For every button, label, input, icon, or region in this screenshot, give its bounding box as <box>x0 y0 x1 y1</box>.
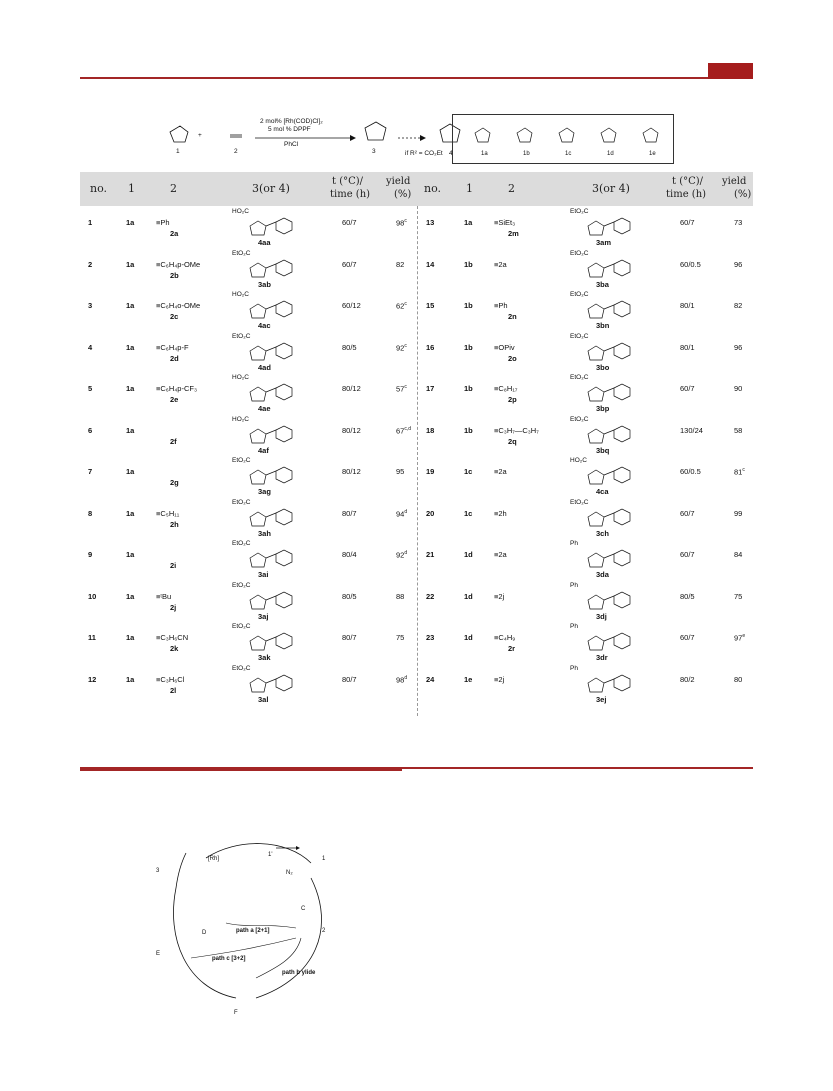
product-top-group: EtO₂C <box>232 498 251 506</box>
yield-value: 97e <box>734 633 746 643</box>
conditions-value: 80/5 <box>680 591 695 601</box>
mechanism-drawing <box>136 818 376 1018</box>
yield-value: 88 <box>396 591 405 601</box>
product-label: 3ej <box>596 694 607 704</box>
conditions-value: 80/12 <box>342 425 361 435</box>
product-structure <box>240 627 320 661</box>
conditions-value: 80/1 <box>680 301 695 310</box>
mech-path-b: path b ylide <box>282 970 316 976</box>
product-top-group: EtO₂C <box>232 332 251 340</box>
product-structure <box>240 295 320 329</box>
yield-value: 73 <box>734 218 743 227</box>
yield-footnote: c <box>404 342 407 349</box>
conditions-value: 80/7 <box>342 633 357 642</box>
product-label: 3ba <box>596 279 609 289</box>
substrate-id: 1b <box>464 301 473 310</box>
alkyne-formula: ≡SiEt₃ <box>494 218 516 227</box>
entry-number: 13 <box>426 218 435 227</box>
mech-path-c: path c [3+2] <box>212 956 246 962</box>
product-label: 3ak <box>258 653 271 662</box>
alkyne-label: 2n <box>508 312 517 321</box>
alkyne-label: 2p <box>508 395 517 404</box>
product-structure <box>578 627 658 661</box>
product-structure <box>240 503 320 537</box>
substrate-id: 1b <box>464 259 473 269</box>
alkyne-label: 2b <box>170 270 179 280</box>
header-3: 3(or 4) <box>252 182 290 195</box>
conditions-value: 80/7 <box>342 508 357 518</box>
header-rule <box>80 77 753 79</box>
product-label: 3bq <box>596 445 610 455</box>
substrate-id: 1d <box>464 550 473 559</box>
conditions-value: 60/7 <box>680 218 695 227</box>
conditions-value: 60/7 <box>342 259 357 269</box>
table-row <box>418 623 755 667</box>
product-structure <box>240 669 320 703</box>
table-row <box>418 581 755 626</box>
alkyne-label: 2k <box>170 644 179 653</box>
substrate-id: 1a <box>126 259 135 269</box>
product-label: 3al <box>258 694 269 704</box>
substrate-id: 1a <box>126 633 135 642</box>
entry-number: 6 <box>88 425 93 435</box>
alkyne-formula: ≡2a <box>494 259 507 269</box>
header-no: no. <box>90 182 108 195</box>
entry-number: 1 <box>88 218 93 227</box>
section-rule-thin <box>402 767 753 769</box>
substrate-1e: 1e <box>649 151 656 157</box>
substrate-id: 1d <box>464 591 473 601</box>
alkyne-formula: ≡2j <box>494 591 505 601</box>
yield-value: 95 <box>396 467 405 476</box>
results-table <box>80 172 753 717</box>
page-tab-marker <box>708 63 753 79</box>
substrate-id: 1a <box>126 425 135 435</box>
substrate-1c: 1c <box>565 151 572 157</box>
product-label: 4ac <box>258 321 271 330</box>
product-structure <box>578 503 658 537</box>
entry-number: 4 <box>88 342 93 352</box>
yield-footnote: c <box>404 218 407 224</box>
alkyne-label: 2o <box>508 353 517 363</box>
product-structure <box>578 461 658 495</box>
entry-number: 8 <box>88 508 93 518</box>
conditions-value: 80/2 <box>680 674 695 684</box>
table-header <box>80 172 753 206</box>
alkyne-label: 2c <box>170 312 179 321</box>
alkyne-formula: ≡C₆H₄p-CF₃ <box>156 384 198 393</box>
product-top-group: EtO₂C <box>570 498 589 506</box>
product-top-group: HO₂C <box>232 374 249 381</box>
alkyne-formula: ≡OPiv <box>494 342 515 352</box>
substrate-id: 1a <box>126 384 135 393</box>
alkyne-formula: ≡C₆H₄p-OMe <box>156 259 201 269</box>
header-yield-1: yield <box>386 176 411 187</box>
alkyne-label: 2i <box>170 561 177 570</box>
alkyne-formula: ≡C₈H₁₇ <box>494 384 518 393</box>
substrate-id: 1a <box>126 550 135 559</box>
conditions-value: 60/7 <box>680 633 695 642</box>
yield-value: 99 <box>734 508 743 518</box>
table-row <box>418 332 755 377</box>
scheme-label-2: 2 <box>234 148 238 155</box>
header-cond-2-right: time (h) <box>666 189 707 200</box>
substrate-id: 1e <box>464 674 473 684</box>
table-row <box>80 208 417 252</box>
scheme-conditions-2: 5 mol % DPPF <box>268 126 311 133</box>
product-top-group: HO₂C <box>232 415 249 423</box>
mech-path-a: path a [2+1] <box>236 928 270 934</box>
mech-label-2: 2 <box>322 928 326 934</box>
conditions-value: 60/7 <box>342 218 357 227</box>
yield-value: 82 <box>396 259 405 269</box>
product-label: 3ai <box>258 570 269 579</box>
product-top-group: Ph <box>570 581 578 589</box>
product-top-group: EtO₂C <box>232 249 251 257</box>
alkyne-label: 2e <box>170 395 179 404</box>
mech-label-c: C <box>301 906 306 912</box>
entry-number: 7 <box>88 467 93 476</box>
substrate-id: 1a <box>126 674 135 684</box>
conditions-value: 80/4 <box>342 550 357 559</box>
substrate-id: 1c <box>464 508 473 518</box>
product-top-group: EtO₂C <box>570 332 589 340</box>
conditions-value: 60/7 <box>680 508 695 518</box>
table-row <box>418 249 755 294</box>
product-label: 3bn <box>596 321 610 330</box>
table-row <box>80 332 417 377</box>
product-top-group: Ph <box>570 664 578 672</box>
header-cond-1-right: t (°C)/ <box>672 176 704 187</box>
mech-rh: [Rh] <box>208 856 220 862</box>
yield-footnote: c,d <box>404 425 412 432</box>
substrate-id: 1a <box>464 218 473 227</box>
product-label: 3ch <box>596 528 609 538</box>
product-structure <box>240 378 320 412</box>
product-structure <box>578 420 658 454</box>
header-1: 1 <box>128 182 135 195</box>
product-structure <box>578 254 658 288</box>
table-row <box>80 581 417 626</box>
conditions-value: 80/5 <box>342 342 357 352</box>
yield-footnote: d <box>404 508 408 515</box>
alkyne-formula: ≡C₆H₄p-F <box>156 342 189 352</box>
product-structure <box>240 461 320 495</box>
product-label: 3dr <box>596 653 608 662</box>
table-row <box>80 623 417 667</box>
mech-label-d: D <box>202 930 207 936</box>
product-structure <box>240 212 320 246</box>
table-row <box>418 208 755 252</box>
alkyne-formula: ≡C₆H₄o-OMe <box>156 301 201 310</box>
alkyne-formula: ≡Ph <box>156 218 170 227</box>
product-structure <box>240 254 320 288</box>
product-structure <box>240 420 320 454</box>
yield-value: 67$^{c,d}$ <box>396 425 412 435</box>
product-top-group: HO₂C <box>232 208 249 215</box>
header-yield-2: (%) <box>394 189 412 200</box>
product-top-group: EtO₂C <box>570 374 589 381</box>
entry-number: 16 <box>426 342 435 352</box>
scheme-label-3: 3 <box>372 148 376 155</box>
product-structure <box>240 544 320 578</box>
product-structure <box>578 544 658 578</box>
yield-footnote: d <box>404 674 408 681</box>
alkyne-label: 2h <box>170 519 179 529</box>
product-top-group: EtO₂C <box>232 664 251 672</box>
yield-value: 57$^c$ <box>396 384 407 394</box>
header-2-right: 2 <box>508 182 515 195</box>
table-row <box>80 664 417 709</box>
entry-number: 14 <box>426 259 435 269</box>
product-label: 3aj <box>258 611 269 621</box>
alkyne-formula: ≡2a <box>494 550 507 559</box>
entry-number: 9 <box>88 550 93 559</box>
yield-footnote: c <box>404 384 407 390</box>
product-label: 4af <box>258 445 269 455</box>
yield-footnote: e <box>742 633 746 639</box>
entry-number: 18 <box>426 425 435 435</box>
product-label: 3am <box>596 238 612 247</box>
scheme-conditions-1: 2 mol% [Rh(COD)Cl]₂ <box>260 118 323 125</box>
conditions-value: 80/1 <box>680 342 695 352</box>
product-top-group: EtO₂C <box>232 581 251 589</box>
conditions-value: 130/24 <box>680 425 703 435</box>
entry-number: 24 <box>426 674 435 684</box>
table-row <box>418 457 755 501</box>
conditions-value: 60/0.5 <box>680 259 701 269</box>
conditions-value: 60/7 <box>680 384 695 393</box>
entry-number: 3 <box>88 301 93 310</box>
alkyne-formula: ≡Ph <box>494 301 508 310</box>
yield-value: 98$^c$ <box>396 218 407 228</box>
mech-label-e: E <box>156 951 161 957</box>
yield-footnote: d <box>404 550 408 556</box>
entry-number: 15 <box>426 301 435 310</box>
table-row <box>80 498 417 543</box>
product-structure <box>578 212 658 246</box>
entry-number: 20 <box>426 508 435 518</box>
product-structure <box>578 295 658 329</box>
substrate-1d: 1d <box>607 151 614 157</box>
table-row <box>418 498 755 543</box>
product-label: 3ag <box>258 487 271 496</box>
table-row <box>80 291 417 335</box>
substrate-id: 1a <box>126 218 135 227</box>
alkyne-label: 2j <box>170 602 177 612</box>
yield-value: 58 <box>734 425 743 435</box>
header-yield-1-right: yield <box>722 176 747 187</box>
substrate-id: 1a <box>126 591 135 601</box>
conditions-value: 80/12 <box>342 384 361 393</box>
header-3-right: 3(or 4) <box>592 182 630 195</box>
yield-value: 84 <box>734 550 743 559</box>
entry-number: 19 <box>426 467 435 476</box>
product-label: 4ad <box>258 362 271 372</box>
alkyne-label: 2m <box>508 229 519 238</box>
substrate-id: 1a <box>126 467 135 476</box>
substrate-id: 1a <box>126 301 135 310</box>
entry-number: 10 <box>88 591 97 601</box>
scheme-label-1: 1 <box>176 148 180 155</box>
product-label: 3ah <box>258 528 271 538</box>
yield-value: 62$^c$ <box>396 301 407 311</box>
substrate-id: 1c <box>464 467 473 476</box>
yield-footnote: c <box>404 301 407 307</box>
product-top-group: EtO₂C <box>570 208 589 215</box>
product-structure <box>578 337 658 371</box>
substrate-id: 1b <box>464 425 473 435</box>
alkyne-formula: ≡2j <box>494 674 505 684</box>
product-label: 3dj <box>596 611 607 621</box>
table-row <box>80 415 417 460</box>
entry-number: 23 <box>426 633 435 642</box>
product-label: 4ae <box>258 404 271 413</box>
table-row <box>418 664 755 709</box>
product-structure <box>240 586 320 620</box>
yield-value: 96 <box>734 342 743 352</box>
conditions-value: 80/7 <box>342 674 357 684</box>
mech-label-1prime: 1' <box>268 852 273 858</box>
scheme-plus: + <box>198 132 202 139</box>
header-cond-1: t (°C)/ <box>332 176 364 187</box>
substrate-id: 1a <box>126 508 135 518</box>
table-row <box>80 249 417 294</box>
product-label: 3ab <box>258 279 271 289</box>
alkyne-formula: ≡C₃H₆CN <box>156 633 189 642</box>
mech-n2: N₂ <box>286 870 293 876</box>
product-label: 4ca <box>596 487 609 496</box>
mech-label-1: 1 <box>322 856 326 862</box>
product-structure <box>578 586 658 620</box>
entry-number: 2 <box>88 259 93 269</box>
yield-value: 81$^c$ <box>734 467 745 477</box>
product-top-group: EtO₂C <box>570 415 589 423</box>
alkyne-label: 2r <box>508 644 516 653</box>
yield-value: 80 <box>734 674 743 684</box>
conditions-value: 60/7 <box>680 550 695 559</box>
scheme-condition-r2: if R² = CO₂Et <box>405 150 443 157</box>
table-row <box>418 291 755 335</box>
yield-value: 98$^d$ <box>396 674 408 684</box>
entry-number: 22 <box>426 591 435 601</box>
mechanism-scheme <box>136 818 376 1018</box>
product-top-group: Ph <box>570 540 578 547</box>
product-structure <box>240 337 320 371</box>
table-row <box>418 540 755 584</box>
product-top-group: EtO₂C <box>232 623 251 630</box>
yield-value: 92$^d$ <box>396 550 408 560</box>
header-1-right: 1 <box>466 182 473 195</box>
header-yield-2-right: (%) <box>734 189 752 200</box>
conditions-value: 80/12 <box>342 467 361 476</box>
header-cond-2: time (h) <box>330 189 371 200</box>
product-label: 3da <box>596 570 609 579</box>
alkyne-label: 2a <box>170 229 179 238</box>
substrate-id: 1b <box>464 342 473 352</box>
conditions-value: 60/0.5 <box>680 467 701 476</box>
alkyne-label: 2l <box>170 685 177 695</box>
yield-value: 82 <box>734 301 743 310</box>
entry-number: 11 <box>88 633 96 642</box>
conditions-value: 60/12 <box>342 301 361 310</box>
section-rule-thick <box>80 767 402 771</box>
mech-label-f: F <box>234 1010 238 1016</box>
product-label: 3bo <box>596 362 610 372</box>
substrate-box <box>452 114 674 164</box>
alkyne-formula: ≡2h <box>494 508 507 518</box>
product-top-group: HO₂C <box>232 291 249 298</box>
table-row <box>80 457 417 501</box>
substrate-id: 1b <box>464 384 473 393</box>
product-top-group: Ph <box>570 623 578 630</box>
product-top-group: EtO₂C <box>232 540 251 547</box>
yield-value: 92$^c$ <box>396 342 407 352</box>
yield-value: 90 <box>734 384 743 393</box>
mech-label-3: 3 <box>156 868 160 874</box>
entry-number: 21 <box>426 550 435 559</box>
product-structure <box>578 378 658 412</box>
table-row <box>80 540 417 584</box>
header-no-right: no. <box>424 182 442 195</box>
substrate-1b: 1b <box>523 151 530 157</box>
table-row <box>418 374 755 418</box>
substrate-1a: 1a <box>481 151 488 157</box>
alkyne-formula: ≡C₄H₉ <box>494 633 516 642</box>
yield-footnote: c <box>742 467 745 473</box>
conditions-value: 80/5 <box>342 591 357 601</box>
alkyne-label: 2d <box>170 353 179 363</box>
yield-value: 94$^d$ <box>396 508 408 518</box>
yield-value: 75 <box>734 591 743 601</box>
alkyne-formula: ≡2a <box>494 467 507 476</box>
entry-number: 12 <box>88 674 97 684</box>
product-label: 3bp <box>596 404 610 413</box>
substrate-id: 1a <box>126 342 135 352</box>
table-row <box>80 374 417 418</box>
header-2: 2 <box>170 182 177 195</box>
entry-number: 17 <box>426 384 435 393</box>
product-label: 4aa <box>258 238 271 247</box>
alkyne-formula: ≡C₃H₇—C₃H₇ <box>494 425 539 435</box>
product-top-group: HO₂C <box>570 457 587 464</box>
scheme-label-4: 4 <box>449 150 453 157</box>
substrate-id: 1d <box>464 633 473 642</box>
entry-number: 5 <box>88 384 93 393</box>
product-top-group: EtO₂C <box>232 457 251 464</box>
yield-value: 96 <box>734 259 743 269</box>
alkyne-formula: ≡ᵗBu <box>156 591 172 601</box>
product-structure <box>578 669 658 703</box>
table-row <box>418 415 755 460</box>
yield-value: 75 <box>396 633 405 642</box>
alkyne-formula: ≡C₅H₁₁ <box>156 508 180 518</box>
alkyne-label: 2g <box>170 478 179 487</box>
scheme-conditions-3: PhCl <box>284 141 299 148</box>
product-top-group: EtO₂C <box>570 249 589 257</box>
alkyne-formula: ≡C₃H₆Cl <box>156 674 185 684</box>
alkyne-label: 2f <box>170 436 177 446</box>
product-top-group: EtO₂C <box>570 291 589 298</box>
alkyne-label: 2q <box>508 436 517 446</box>
